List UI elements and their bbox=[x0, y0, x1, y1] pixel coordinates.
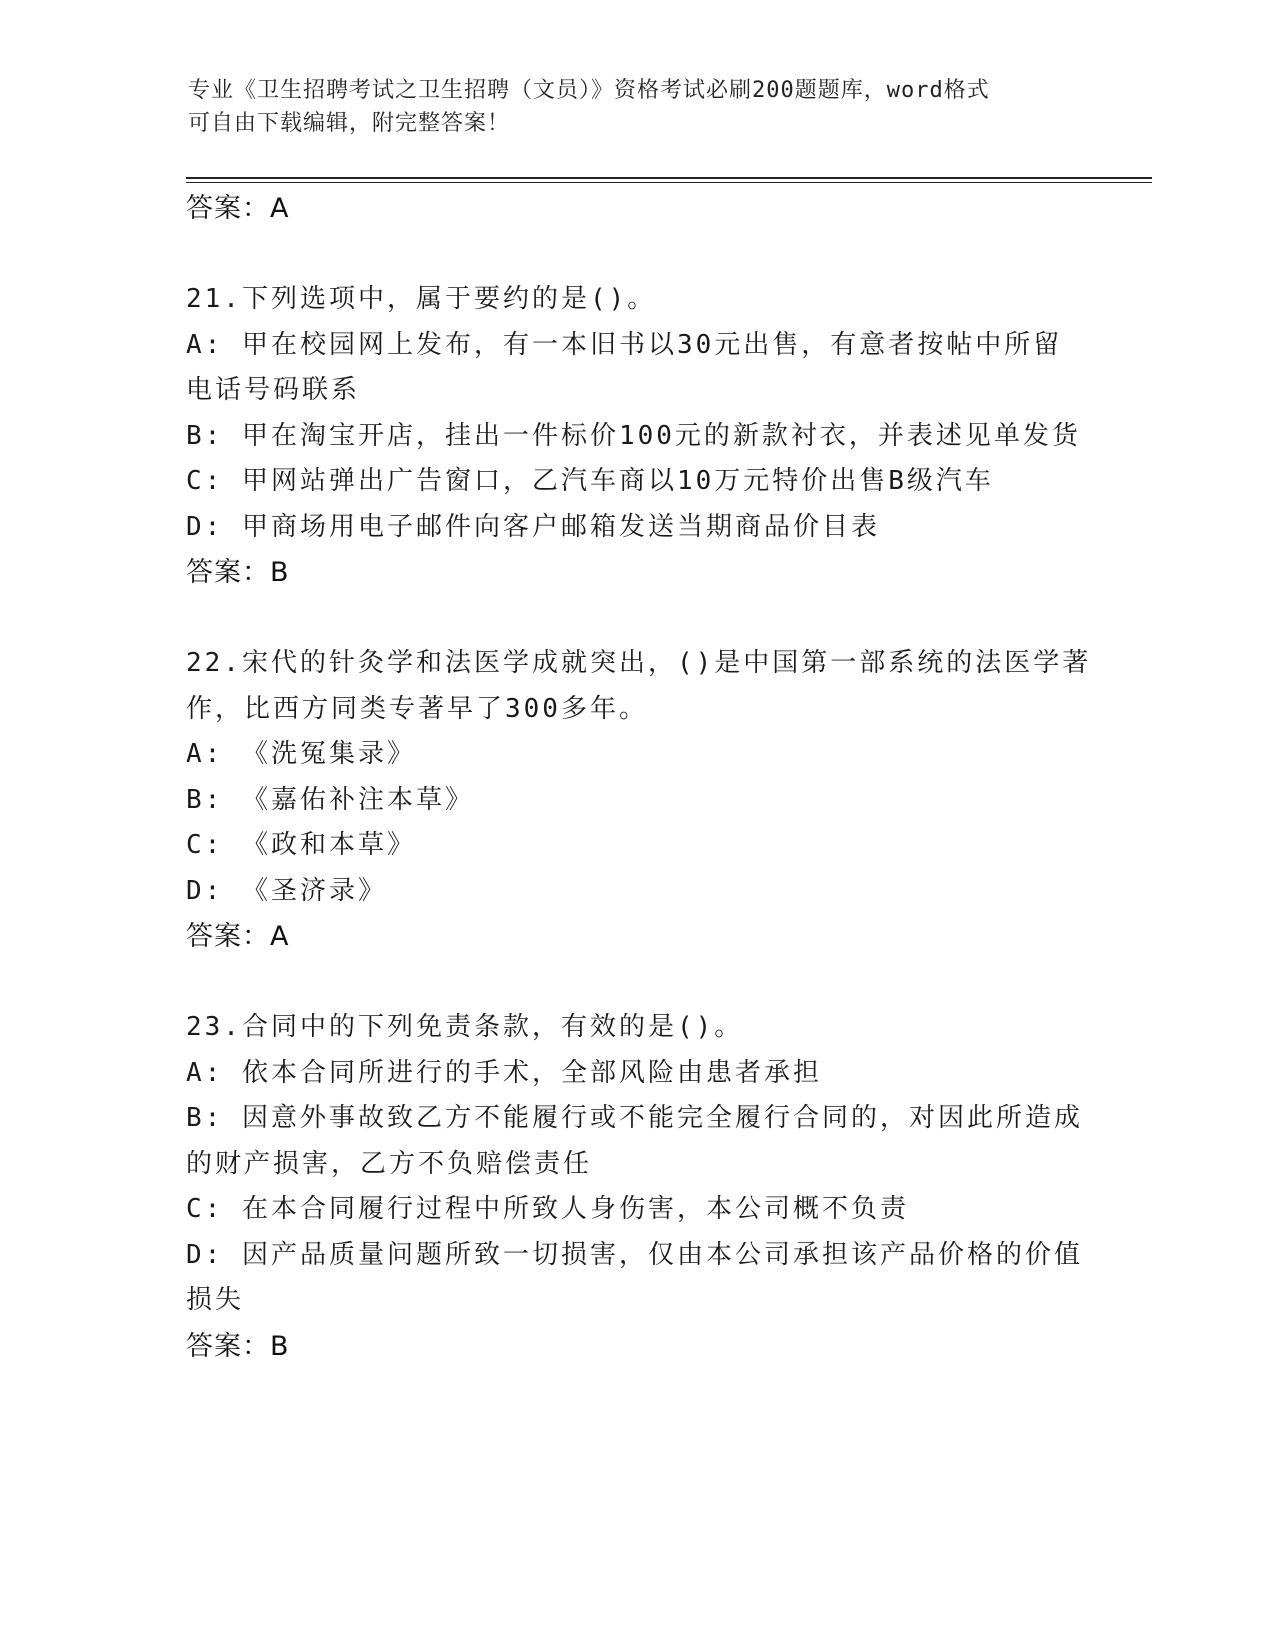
answer: 答案：B bbox=[186, 557, 290, 588]
question-text: 23.合同中的下列免责条款，有效的是()。 bbox=[186, 1012, 744, 1042]
option-a-cont: 电话号码联系 bbox=[186, 375, 361, 405]
spacer bbox=[186, 960, 1086, 1006]
option-d: D: 甲商场用电子邮件向客户邮箱发送当期商品价目表 bbox=[186, 511, 880, 542]
option-d: D: 《圣济录》 bbox=[186, 875, 387, 906]
header-rule-thick bbox=[186, 177, 1152, 179]
option-b: B: 因意外事故致乙方不能履行或不能完全履行合同的，对因此所造成 bbox=[186, 1103, 1083, 1133]
question-content bbox=[186, 186, 1092, 1369]
question-21 bbox=[186, 277, 1086, 596]
question-23 bbox=[186, 1005, 1086, 1369]
header-line-2: 可自由下载编辑，附完整答案！ bbox=[188, 111, 511, 136]
option-d-cont: 损失 bbox=[186, 1285, 245, 1315]
option-a: A: 依本合同所进行的手术，全部风险由患者承担 bbox=[186, 1057, 822, 1088]
spacer bbox=[186, 232, 1086, 278]
option-b: B: 《嘉佑补注本草》 bbox=[186, 784, 474, 815]
option-b: B: 甲在淘宝开店，挂出一件标价100元的新款衬衣，并表述见单发货 bbox=[186, 420, 1081, 451]
question-text-cont: 作，比西方同类专著早了300多年。 bbox=[186, 693, 648, 724]
option-a: A: 《洗冤集录》 bbox=[186, 739, 416, 769]
header-rule-thin bbox=[186, 182, 1152, 183]
question-22 bbox=[186, 641, 1092, 960]
answer: 答案：A bbox=[186, 921, 290, 952]
spacer bbox=[186, 596, 1086, 642]
option-c: C: 在本合同履行过程中所致人身伤害，本公司概不负责 bbox=[186, 1194, 909, 1224]
option-d: D: 因产品质量问题所致一切损害，仅由本公司承担该产品价格的价值 bbox=[186, 1239, 1083, 1270]
option-c: C: 甲网站弹出广告窗口，乙汽车商以10万元特价出售B级汽车 bbox=[186, 466, 994, 496]
option-b-cont: 的财产损害，乙方不负赔偿责任 bbox=[186, 1148, 593, 1179]
option-c: C: 《政和本草》 bbox=[186, 830, 416, 860]
answer: 答案：B bbox=[186, 1330, 290, 1362]
header-line-1: 专业《卫生招聘考试之卫生招聘（文员）》资格考试必刷200题题库，word格式 bbox=[188, 78, 990, 103]
answer-previous: 答案：A bbox=[186, 193, 290, 224]
option-a: A: 甲在校园网上发布，有一本旧书以30元出售，有意者按帖中所留 bbox=[186, 329, 1063, 360]
question-text: 21.下列选项中，属于要约的是()。 bbox=[186, 284, 657, 314]
question-text: 22.宋代的针灸学和法医学成就突出，()是中国第一部系统的法医学著 bbox=[186, 648, 1092, 678]
page-header bbox=[188, 74, 1068, 140]
